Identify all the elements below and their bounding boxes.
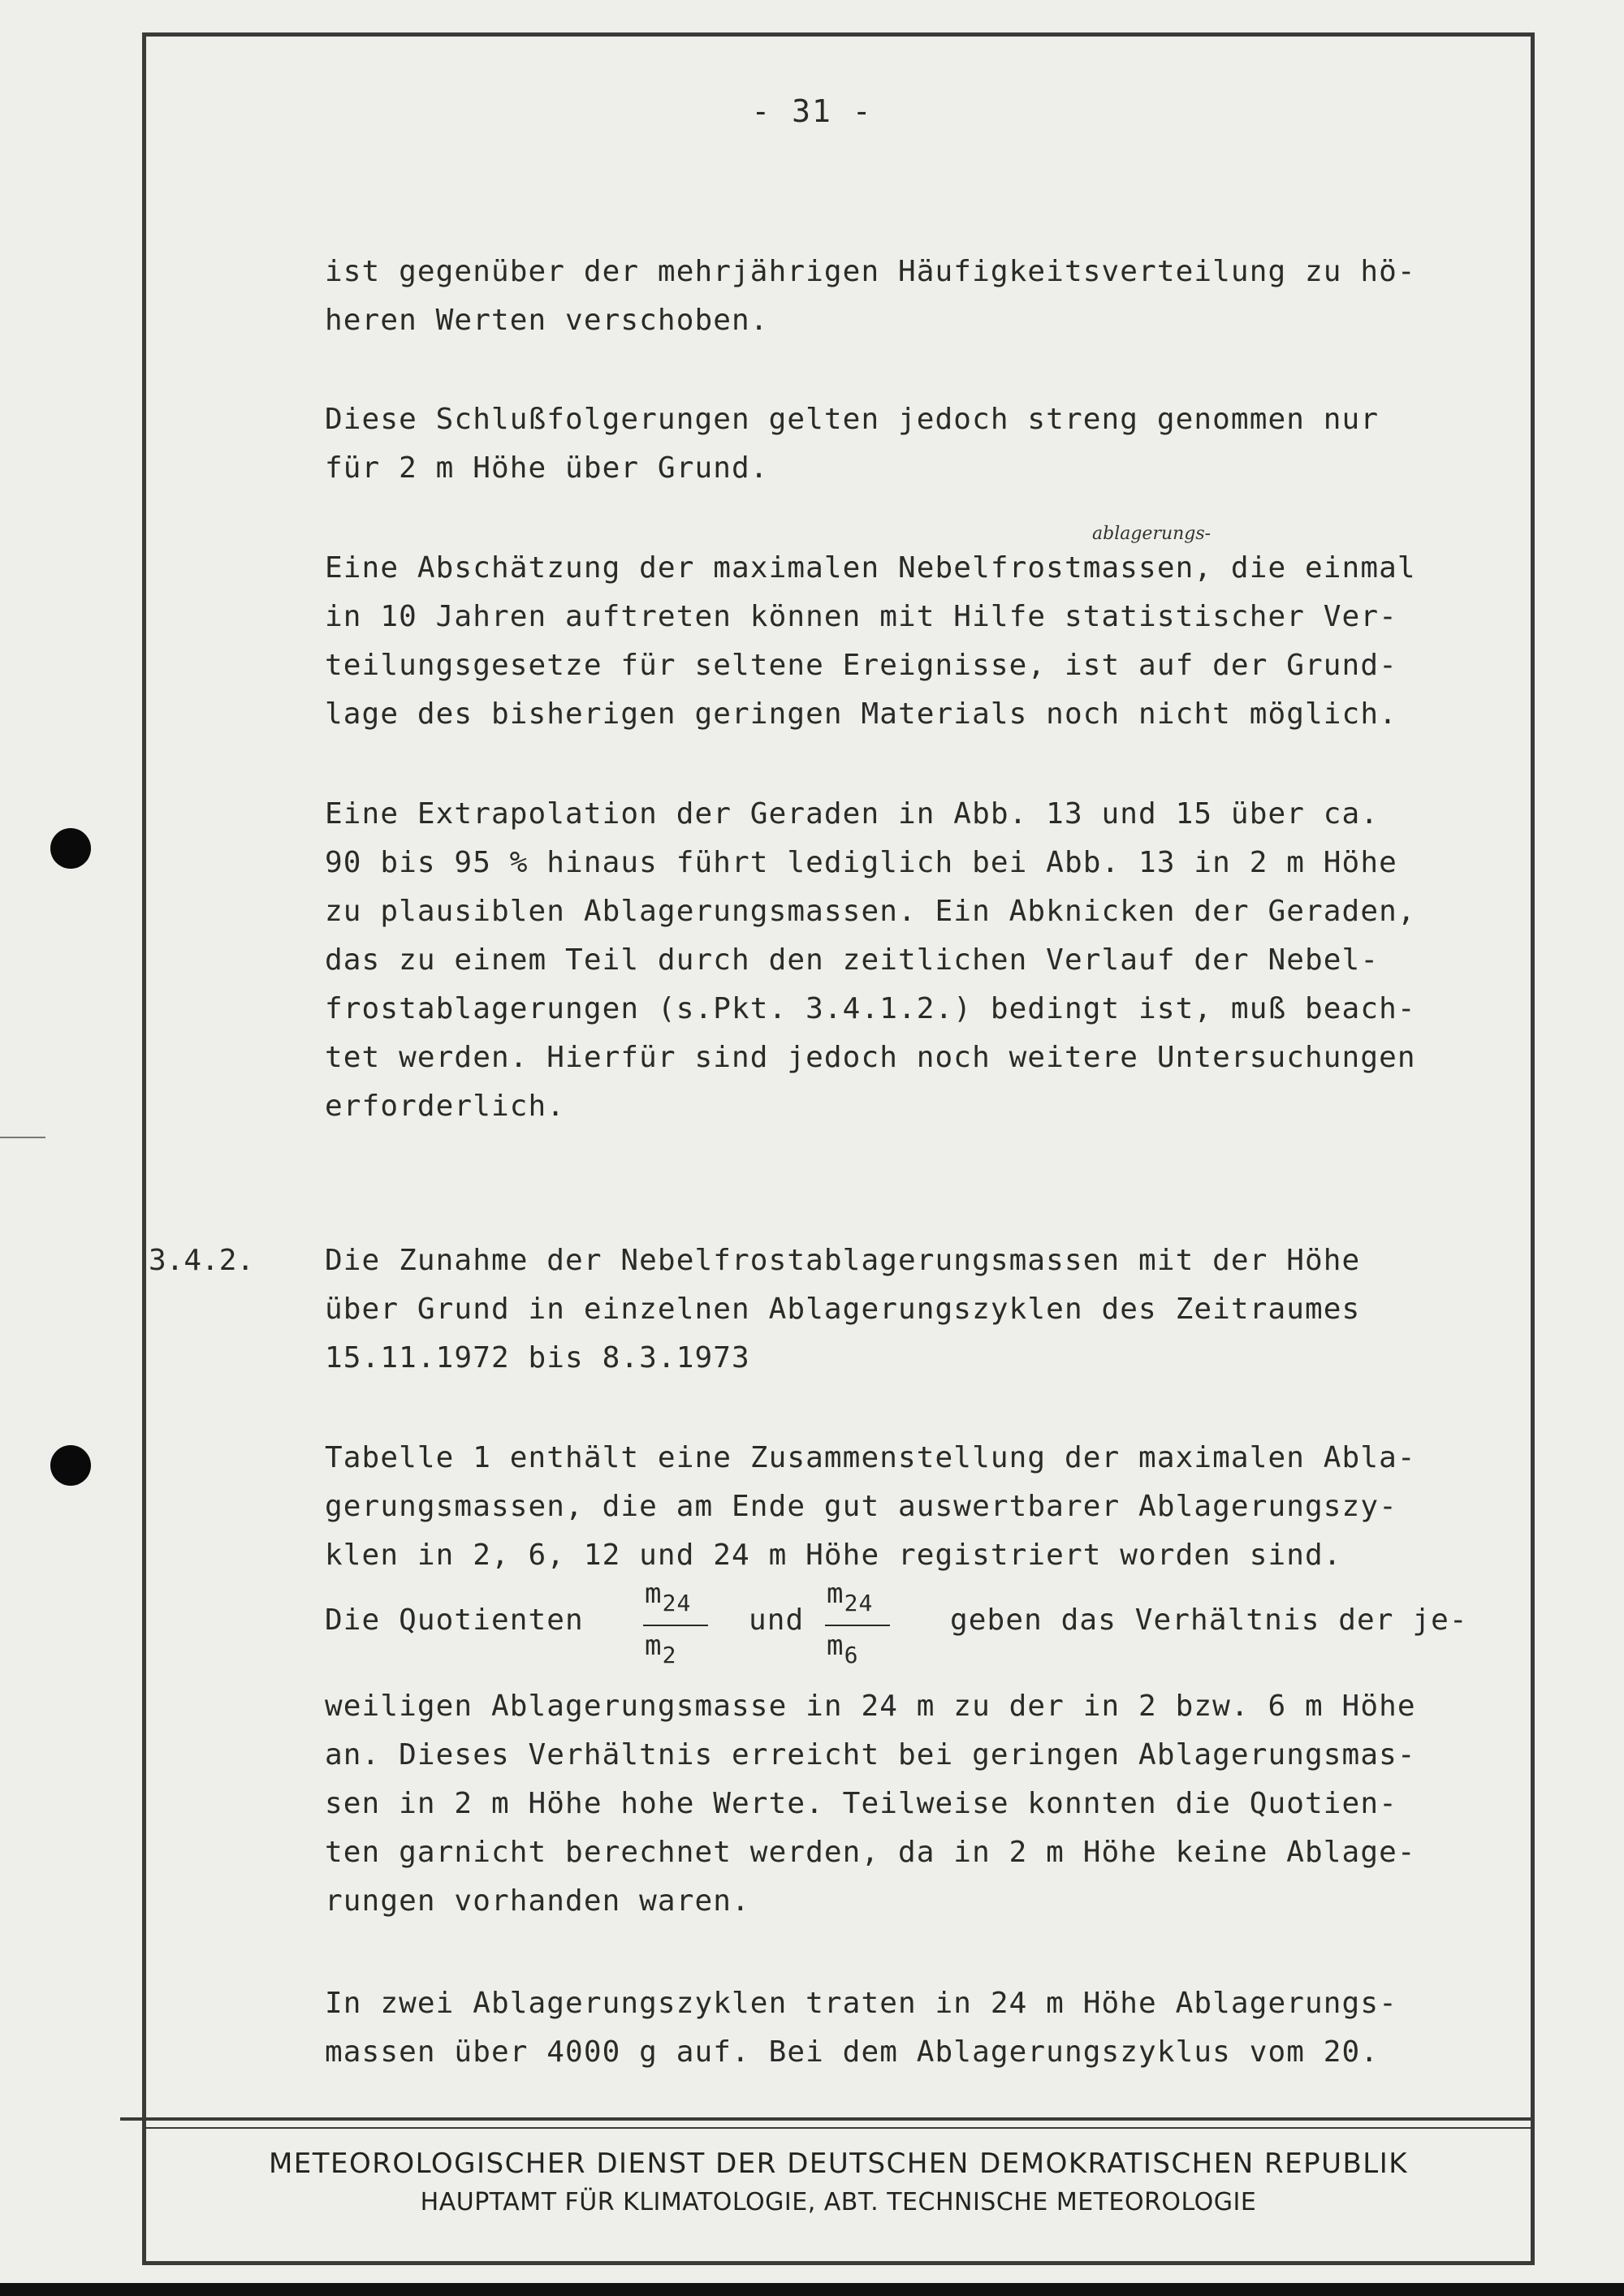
denominator-symbol: m [645,1629,663,1662]
fraction-denominator [827,1629,859,1668]
text-line: lage des bisherigen geringen Materials noch nicht möglich. [325,697,1397,731]
quotient-prefix: Die Quotienten [325,1603,584,1637]
denominator-symbol: m [827,1629,844,1662]
text-line: Die Zunahme der Nebelfrostablagerungsmassen mit der Höhe [325,1244,1361,1277]
text-line: erforderlich. [325,1090,566,1123]
quotient-suffix: geben das Verhältnis der je- [950,1603,1468,1637]
text-line: Diese Schlußfolgerungen gelten jedoch streng genommen nur [325,403,1380,436]
fraction-numerator [645,1577,692,1616]
table-paragraph [325,1434,1518,1580]
section-title [325,1236,1518,1383]
text-line: weiligen Ablagerungsmasse in 24 m zu der in 2 bzw. 6 m Höhe [325,1690,1416,1723]
paragraph-3 [325,544,1518,739]
text-line: in 10 Jahren auftreten können mit Hilfe statistischer Ver- [325,600,1397,633]
text-line: ist gegenüber der mehrjährigen Häufigkeitsverteilung zu hö- [325,255,1416,288]
text-line: ten garnicht berechnet werden, da in 2 m Höhe keine Ablage- [325,1836,1416,1869]
quotient-line [325,1577,1518,1675]
text-line: Eine Abschätzung der maximalen Nebelfrostmassen, die einmal [325,551,1416,585]
fraction-bar [825,1625,890,1626]
text-line: massen über 4000 g auf. Bei dem Ablagerungszyklus vom 20. [325,2035,1380,2069]
footer-institution: METEOROLOGISCHER DIENST DER DEUTSCHEN DEMOKRATISCHEN REPUBLIK [268,2147,1409,2180]
text-line: gerungsmassen, die am Ende gut auswertbarer Ablagerungszy- [325,1490,1397,1523]
fraction-numerator [827,1577,874,1616]
paragraph-4 [325,790,1518,1131]
numerator-symbol: m [645,1577,663,1610]
numerator-symbol: m [827,1577,844,1610]
handwritten-insertion: ablagerungs- [1092,524,1212,544]
footer-rule-thin [142,2127,1535,2129]
text-line: für 2 m Höhe über Grund. [325,451,769,485]
paragraph-1 [325,248,1518,345]
paragraph-2 [325,395,1518,493]
last-paragraph [325,1979,1518,2077]
text-line: tet werden. Hierfür sind jedoch noch weitere Untersuchungen [325,1041,1416,1074]
denominator-subscript: 2 [662,1642,677,1668]
punch-hole-bottom [50,1445,91,1486]
text-line: Tabelle 1 enthält eine Zusammenstellung der maximalen Abla- [325,1441,1416,1474]
section-number: 3.4.2. [149,1244,255,1277]
quotient-middle: und [749,1603,805,1637]
punch-hole-top [50,828,91,869]
footer-department: HAUPTAMT FÜR KLIMATOLOGIE, ABT. TECHNISCHE METEOROLOGIE [420,2188,1257,2216]
denominator-subscript: 6 [844,1642,859,1668]
text-line: 90 bis 95 % hinaus führt lediglich bei Abb. 13 in 2 m Höhe [325,846,1397,879]
text-line: sen in 2 m Höhe hohe Werte. Teilweise konnten die Quotien- [325,1787,1397,1820]
text-line: klen in 2, 6, 12 und 24 m Höhe registriert worden sind. [325,1539,1342,1572]
numerator-subscript: 24 [844,1590,874,1616]
text-line: 15.11.1972 bis 8.3.1973 [325,1341,750,1375]
text-line: das zu einem Teil durch den zeitlichen Verlauf der Nebel- [325,943,1380,977]
numerator-subscript: 24 [662,1590,692,1616]
text-line: über Grund in einzelnen Ablagerungszyklen des Zeitraumes [325,1293,1361,1326]
footer-rule [120,2117,1535,2121]
text-line: heren Werten verschoben. [325,304,769,337]
fraction-denominator [645,1629,677,1668]
continuation-paragraph [325,1682,1518,1926]
page-frame [142,32,1535,2265]
text-line: frostablagerungen (s.Pkt. 3.4.1.2.) bedingt ist, muß beach- [325,992,1416,1025]
text-line: In zwei Ablagerungszyklen traten in 24 m Höhe Ablagerungs- [325,1987,1397,2020]
text-line: teilungsgesetze für seltene Ereignisse, ist auf der Grund- [325,649,1397,682]
page-number: - 31 - [751,93,873,129]
text-line: an. Dieses Verhältnis erreicht bei geringen Ablagerungsmas- [325,1738,1416,1772]
text-line: Eine Extrapolation der Geraden in Abb. 13 und 15 über ca. [325,797,1380,831]
fraction-bar [643,1625,708,1626]
text-line: rungen vorhanden waren. [325,1884,750,1918]
margin-fold-mark [0,1137,45,1138]
text-line: zu plausiblen Ablagerungsmassen. Ein Abknicken der Geraden, [325,895,1416,928]
scan-edge [0,2283,1624,2296]
